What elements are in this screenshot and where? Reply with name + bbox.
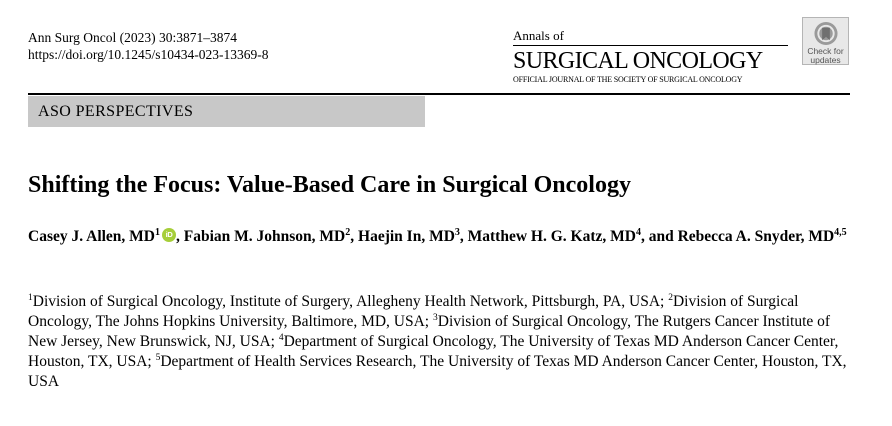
updates-label-2: updates <box>810 55 841 65</box>
author-separator: , <box>350 228 359 245</box>
journal-name: SURGICAL ONCOLOGY <box>513 48 763 74</box>
author-affiliation-ref: 4 <box>635 226 641 238</box>
article-title: Shifting the Focus: Value-Based Care in Surgical Oncology <box>28 172 631 198</box>
author-name: Casey J. Allen, MD <box>28 228 156 245</box>
bookmark-refresh-icon <box>813 21 839 46</box>
section-label: ASO PERSPECTIVES <box>28 96 425 127</box>
author-affiliation-ref: 4,5 <box>834 226 847 238</box>
author-separator: , <box>459 228 468 245</box>
affiliation-text: Department of Health Services Research, The University of Texas MD Anderson Cancer Center, Houston, TX, USA <box>28 353 847 390</box>
citation-line: Ann Surg Oncol (2023) 30:3871–3874 <box>28 30 237 45</box>
affiliation-text: Division of Surgical Oncology, Institute of Surgery, Allegheny Health Network, Pittsburgh, PA, USA; <box>32 293 669 310</box>
author-separator: , and <box>640 228 678 245</box>
affiliation-list <box>28 292 860 392</box>
author-separator: , <box>176 228 184 245</box>
header-divider <box>28 93 850 95</box>
author-name: Fabian M. Johnson, MD <box>183 228 346 245</box>
affiliation-text: Department of Surgical Oncology, The University of Texas MD Anderson Cancer Center, Houston, TX, USA; <box>28 333 839 370</box>
author-name: Haejin In, MD <box>358 228 455 245</box>
journal-annals: Annals of <box>513 28 564 43</box>
affiliation-number: 5 <box>155 352 161 363</box>
affiliation-number: 3 <box>433 312 438 323</box>
affiliation-text: Division of Surgical Oncology, The Rutgers Cancer Institute of New Jersey, New Brunswick, NJ, USA; <box>28 313 831 350</box>
author-affiliation-ref: 1 <box>155 226 161 238</box>
affiliation-number: 4 <box>278 332 284 343</box>
orcid-label: iD <box>165 230 173 239</box>
author-name: Matthew H. G. Katz, MD <box>467 228 636 245</box>
doi-link[interactable]: https://doi.org/10.1245/s10434-023-13369-8 <box>28 47 269 62</box>
author-list <box>28 226 858 247</box>
author-affiliation-ref: 3 <box>454 226 460 238</box>
check-for-updates-button[interactable] <box>802 17 849 65</box>
affiliation-number: 2 <box>668 292 673 303</box>
citation-block <box>28 29 269 63</box>
author-affiliation-ref: 2 <box>345 226 351 238</box>
journal-logo <box>513 28 788 85</box>
affiliation-text: Division of Surgical Oncology, The Johns Hopkins University, Baltimore, MD, USA; <box>28 293 799 330</box>
orcid-icon[interactable] <box>162 228 176 242</box>
journal-rule <box>513 45 788 46</box>
updates-label-1: Check for <box>807 46 844 56</box>
author-name: Rebecca A. Snyder, MD <box>677 228 835 245</box>
affiliation-number: 1 <box>28 292 33 303</box>
journal-subtitle: OFFICIAL JOURNAL OF THE SOCIETY OF SURGICAL ONCOLOGY <box>513 75 743 84</box>
